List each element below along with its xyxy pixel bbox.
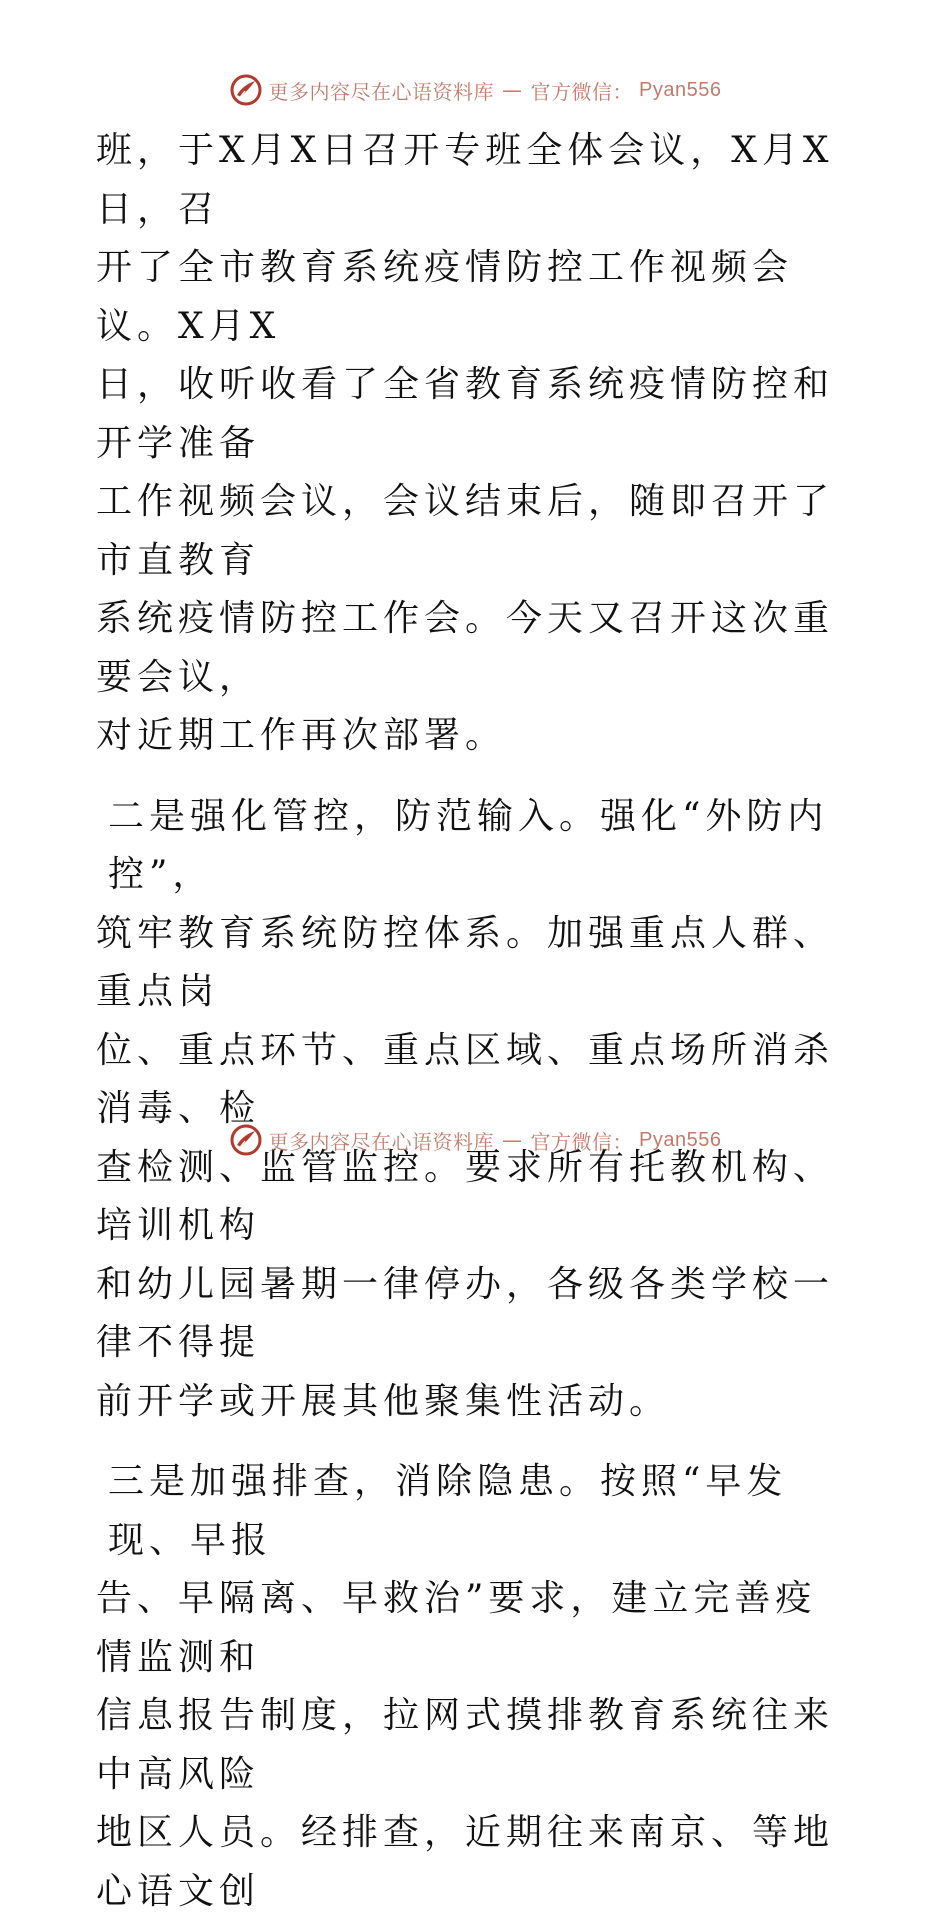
watermark-wechat-label: 官方微信： <box>530 79 634 104</box>
text-line: 对近期工作再次部署。 <box>96 715 507 756</box>
text-line: 地区人员。经排查，近期往来南京、等地心语文创 <box>96 1812 835 1912</box>
text-line: 开了全市教育系统疫情防控工作视频会议。X月X <box>96 247 794 347</box>
text-line: 工作视频会议，会议结束后，随即召开了市直教育 <box>96 481 835 581</box>
text-line: 信息报告制度，拉网式摸排教育系统往来中高风险 <box>96 1695 835 1795</box>
red-quill-logo-icon <box>229 73 263 107</box>
text-line: 查检测、监管监控。要求所有托教机构、培训机构 <box>96 1146 835 1246</box>
footer-watermark-banner <box>0 1120 950 1160</box>
text-line: 告、早隔离、早救治”要求，建立完善疫情监测和 <box>96 1578 817 1678</box>
watermark-content <box>229 1123 722 1157</box>
text-line: 位、重点环节、重点区域、重点场所消杀消毒、检 <box>96 1029 835 1129</box>
text-line: 和幼儿园暑期一律停办，各级各类学校一律不得提 <box>96 1263 835 1363</box>
text-line: 系统疫情防控工作会。今天又召开这次重要会议， <box>96 598 835 698</box>
watermark-main-text: 更多内容尽在心语资料库 <box>268 79 495 104</box>
paragraph-spacer <box>96 1431 856 1453</box>
watermark-wechat-label: 官方微信： <box>530 1129 634 1154</box>
text-line: 三是加强排查，消除隐患。按照“早发现、早报 <box>108 1461 788 1561</box>
text-line: 日，收听收看了全省教育系统疫情防控和开学准备 <box>96 364 835 464</box>
paragraph-1 <box>96 122 856 766</box>
watermark-separator: — <box>502 1128 523 1152</box>
text-line: 二是强化管控，防范输入。强化“外防内控”， <box>108 795 829 895</box>
watermark-separator: — <box>502 78 523 102</box>
document-body <box>96 122 856 1921</box>
watermark-main-text: 更多内容尽在心语资料库 <box>268 1129 495 1154</box>
text-line: 筑牢教育系统防控体系。加强重点人群、重点岗 <box>96 912 835 1012</box>
watermark-content <box>229 73 722 107</box>
header-watermark-banner <box>0 70 950 110</box>
paragraph-3 <box>96 1453 856 1921</box>
watermark-wechat-id: Pyan556 <box>639 78 722 101</box>
red-quill-logo-icon <box>229 1123 263 1157</box>
text-line: 班，于X月X日召开专班全体会议，X月X日，召 <box>96 130 834 230</box>
text-line: 前开学或开展其他聚集性活动。 <box>96 1380 671 1422</box>
paragraph-2 <box>96 788 856 1432</box>
paragraph-spacer <box>96 766 856 788</box>
watermark-wechat-id: Pyan556 <box>639 1128 722 1151</box>
